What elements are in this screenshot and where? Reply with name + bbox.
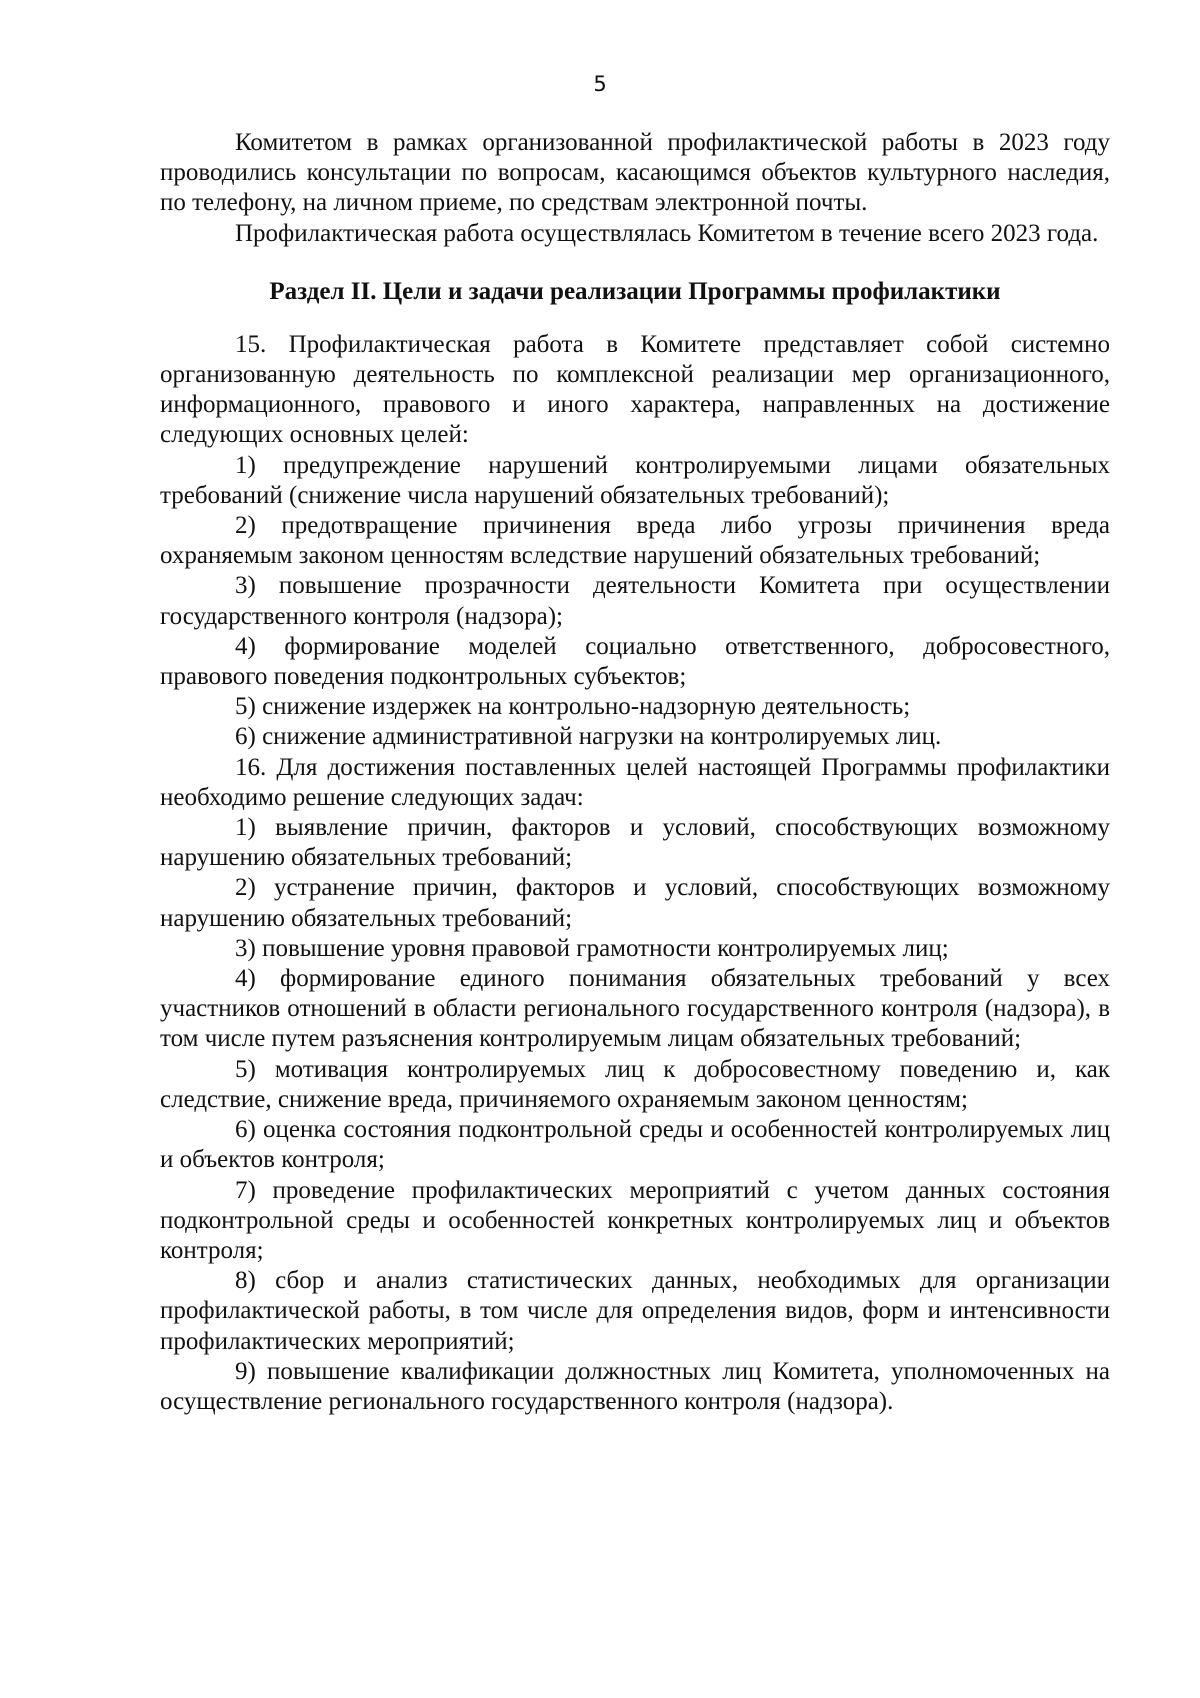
task-item: 9) повышение квалификации должностных лиц Комитета, уполномоченных на осуществление регионального государственного контроля (надзора). xyxy=(160,1357,1110,1415)
goal-item: 6) снижение административной нагрузки на контролируемых лиц. xyxy=(235,723,942,751)
task-item: 8) сбор и анализ статистических данных, необходимых для организации профилактической работы, в том числе для определения видов, форм и интенсивности профилактических мероприятий; xyxy=(160,1267,1110,1355)
intro-paragraph-period: Профилактическая работа осуществлялась Комитетом в течение всего 2023 года. xyxy=(235,219,1099,247)
task-item: 7) проведение профилактических мероприятий с учетом данных состояния подконтрольной среды и особенностей конкретных контролируемых лиц и объектов контроля; xyxy=(160,1176,1110,1264)
goal-item: 4) формирование моделей социально ответственного, добросовестного, правового поведения подконтрольных субъектов; xyxy=(160,632,1110,691)
goal-item: 2) предотвращение причинения вреда либо угрозы причинения вреда охраняемым законом ценностям вследствие нарушений обязательных требований; xyxy=(160,512,1110,570)
item-15-paragraph: 15. Профилактическая работа в Комитете представляет собой системно организованную деятельность по комплексной реализации мер организационного, информационного, правового и иного характера, направленных на достижение следующих основных целей: xyxy=(160,330,1110,449)
goal-item: 1) предупреждение нарушений контролируемыми лицами обязательных требований (снижение числа нарушений обязательных требований); xyxy=(160,451,1110,509)
document-body xyxy=(160,128,1110,1417)
section-heading: Раздел II. Цели и задачи реализации Программы профилактики xyxy=(269,277,1001,305)
task-item: 1) выявление причин, факторов и условий, способствующих возможному нарушению обязательных требований; xyxy=(160,814,1110,872)
goal-item: 3) повышение прозрачности деятельности Комитета при осуществлении государственного контроля (надзора); xyxy=(160,572,1110,630)
task-item: 5) мотивация контролируемых лиц к добросовестному поведению и, как следствие, снижение вреда, причиняемого охраняемым законом ценностям; xyxy=(160,1055,1110,1113)
intro-paragraph-consultations: Комитетом в рамках организованной профилактической работы в 2023 году проводились консультации по вопросам, касающимся объектов культурного наследия, по телефону, на личном приеме, по средствам электронной почты. xyxy=(160,129,1110,217)
page-number: 5 xyxy=(593,72,607,96)
goal-item: 5) снижение издержек на контрольно-надзорную деятельность; xyxy=(235,693,911,721)
task-item: 6) оценка состояния подконтрольной среды и особенностей контролируемых лиц и объектов контроля; xyxy=(160,1116,1110,1174)
task-item: 3) повышение уровня правовой грамотности контролируемых лиц; xyxy=(235,934,949,962)
task-item: 4) формирование единого понимания обязательных требований у всех участников отношений в области регионального государственного контроля (надзора), в том числе путем разъяснения контролируемым лицам обязательных требований; xyxy=(160,965,1110,1053)
item-16-paragraph: 16. Для достижения поставленных целей настоящей Программы профилактики необходимо решение следующих задач: xyxy=(160,753,1110,811)
task-item: 2) устранение причин, факторов и условий, способствующих возможному нарушению обязательных требований; xyxy=(160,874,1110,932)
